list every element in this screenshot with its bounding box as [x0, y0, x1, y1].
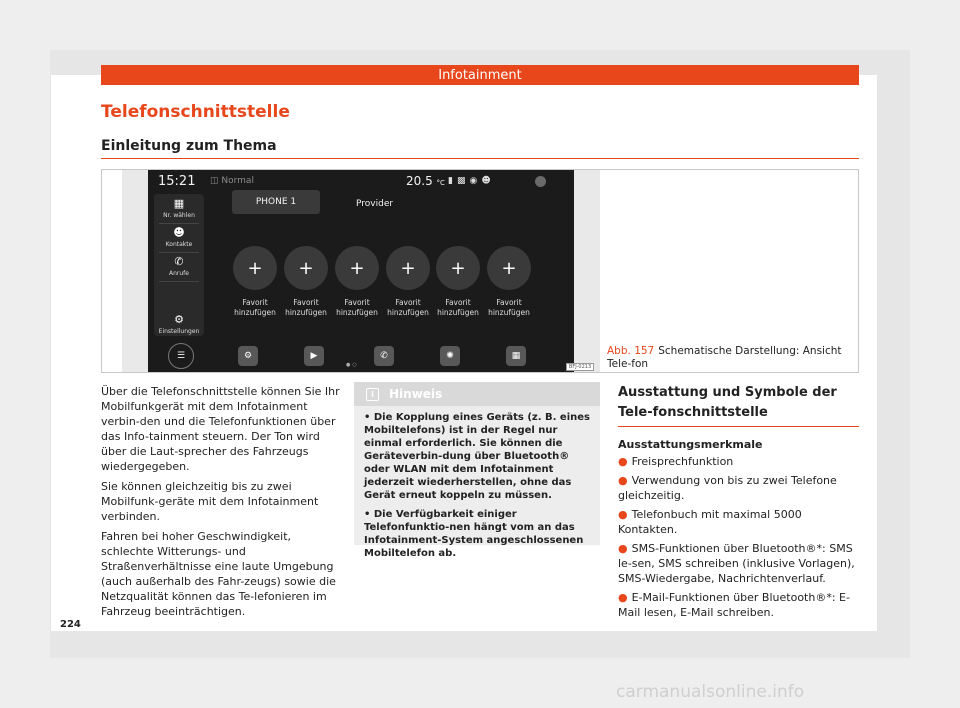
favorite-slot[interactable] [484, 246, 534, 318]
favorite-slot[interactable] [383, 246, 433, 318]
sidebar-item-label: Anrufe [169, 270, 189, 277]
paragraph: Fahren bei hoher Geschwindigkeit, schlechte Witterungs- und Straßenverhältnisse eine laute Umgebung (auch außerhalb des Fahr-zeugs) sowie die Netzqualität können das Te-lefonieren im Fahrzeug beeinträchtigen. [101, 530, 336, 618]
favorite-label: Favorit hinzufügen [234, 298, 276, 317]
network-icon: ◉ [469, 176, 482, 186]
add-icon: + [335, 246, 379, 290]
figure-caption [607, 345, 857, 371]
add-icon: + [386, 246, 430, 290]
climate-button[interactable] [440, 346, 460, 366]
watermark: carmanualsonline.info [616, 682, 805, 702]
list-item: ● E-Mail-Funktionen über Bluetooth®*: E-Mail lesen, E-Mail schreiben. [618, 591, 850, 619]
car-icon: ◫ [210, 176, 222, 186]
phone-button[interactable] [374, 346, 394, 366]
notification-badge [535, 176, 546, 187]
apps-button[interactable] [506, 346, 526, 366]
section-divider [618, 426, 859, 427]
list-item: ● Telefonbuch mit maximal 5000 Kontakten. [618, 508, 802, 536]
gear-icon: ⚙ [174, 313, 184, 326]
contacts-icon: ☻ [173, 226, 185, 239]
infotainment-screen [148, 170, 574, 372]
media-button[interactable] [304, 346, 324, 366]
phone-icon: ✆ [380, 351, 388, 361]
play-icon: ▶ [310, 351, 318, 361]
settings-button[interactable] [238, 346, 258, 366]
subtitle-divider [101, 158, 859, 159]
note-header [354, 382, 600, 406]
add-icon: + [284, 246, 328, 290]
profile-label: Normal [221, 176, 254, 186]
drive-profile [210, 176, 254, 186]
section-title: Ausstattung und Symbole der Tele-fonschnittstelle [618, 385, 837, 420]
fan-icon: ✺ [446, 351, 454, 361]
favorite-label: Favorit hinzufügen [336, 298, 378, 317]
features-heading: Ausstattungsmerkmale [618, 438, 763, 451]
menu-button[interactable] [168, 343, 194, 369]
info-icon: i [366, 388, 379, 401]
note-item: • Die Verfügbarkeit einiger Telefonfunktio-nen hängt vom an das Infotainment-System angeschlossenen Mobiltelefon ab. [364, 509, 584, 559]
chapter-label: Infotainment [438, 67, 522, 83]
sidebar-item-label: Einstellungen [158, 328, 200, 335]
sidebar-item-label: Kontakte [165, 241, 193, 248]
add-icon: + [487, 246, 531, 290]
menu-icon: ☰ [176, 351, 186, 361]
section-subtitle: Einleitung zum Thema [101, 138, 277, 154]
sidebar-divider [159, 223, 199, 224]
bottom-bar [148, 340, 574, 372]
apps-icon: ▦ [511, 351, 521, 361]
sidebar-item-dial[interactable] [154, 198, 204, 219]
favorite-label: Favorit hinzufügen [387, 298, 429, 317]
favorite-label: Favorit hinzufügen [437, 298, 479, 317]
add-icon: + [436, 246, 480, 290]
sidebar-item-settings[interactable] [154, 314, 204, 335]
grid-icon: ▦ [173, 197, 185, 210]
bullet-icon: ● [618, 455, 628, 468]
sidebar-divider [159, 252, 199, 253]
bullet-icon: ● [618, 591, 628, 604]
temperature [406, 174, 445, 188]
sidebar-item-contacts[interactable] [154, 227, 204, 248]
note-title: Hinweis [389, 387, 443, 401]
favorite-label: Favorit hinzufügen [285, 298, 327, 317]
figure-image [122, 170, 600, 372]
temperature-value: 20.5 [406, 174, 433, 188]
equipment-section [618, 383, 859, 624]
temperature-unit: °C [436, 179, 445, 187]
add-icon: + [233, 246, 277, 290]
paragraph: Über die Telefonschnittstelle können Sie Ihr Mobilfunkgerät mit dem Infotainment verbin-den und die Telefonfunktionen über das Info-tainment steuern. Der Ton wird über die Laut-sprecher des Fahrzeugs wiedergegeben. [101, 385, 340, 473]
note-box [354, 382, 600, 559]
gear-icon: ⚙ [243, 351, 253, 361]
bullet-icon: ● [618, 474, 628, 487]
page-title: Telefonschnittstelle [101, 102, 290, 122]
sidebar-item-label: Nr. wählen [163, 212, 195, 219]
calls-icon: ✆ [174, 255, 184, 268]
paragraph: Sie können gleichzeitig bis zu zwei Mobilfunk-geräte mit dem Infotainment verbinden. [101, 480, 319, 523]
chapter-header [101, 65, 859, 85]
figure-code: BFJ-0213 [566, 363, 594, 371]
sidebar-divider [159, 281, 199, 282]
favorite-slot[interactable] [281, 246, 331, 318]
features-list [618, 454, 859, 620]
list-item: ● Verwendung von bis zu zwei Telefone gleichzeitig. [618, 474, 837, 502]
intro-text [101, 384, 344, 624]
bullet-icon: ● [618, 542, 628, 555]
list-item: ● Freisprechfunktion [618, 455, 734, 468]
caption-text: Schematische Darstellung: Ansicht Tele-fon [607, 345, 842, 370]
provider-label: Provider [356, 199, 394, 209]
favorite-slot[interactable] [433, 246, 483, 318]
sidebar-item-calls[interactable] [154, 256, 204, 277]
list-item: ● SMS-Funktionen über Bluetooth®*: SMS le-sen, SMS schreiben (inklusive Vorlagen), SMS-Wiedergabe, Nachrichtenverlauf. [618, 542, 855, 585]
tab-phone-1[interactable]: PHONE 1 [232, 190, 320, 214]
clock: 15:21 [158, 174, 196, 189]
page-indicator: ●○ [346, 362, 359, 368]
note-item: • Die Kopplung eines Geräts (z. B. eines Mobiltelefons) ist in der Regel nur einmal erforderlich. Sie können die Geräteverbin-dung über Bluetooth® oder WLAN mit dem Infotainment jederzeit wiederherstellen, ohne das Gerät erneut koppeln zu müssen. [364, 412, 590, 501]
figure-number: Abb. 157 [607, 345, 655, 357]
page-number: 224 [60, 619, 81, 630]
favorite-label: Favorit hinzufügen [488, 298, 530, 317]
bullet-icon: ● [618, 508, 628, 521]
status-icons [448, 176, 495, 186]
note-body [354, 406, 600, 560]
battery-icon: ▮ [448, 176, 457, 186]
user-icon: ☻ [481, 176, 495, 186]
favorite-slot[interactable] [332, 246, 382, 318]
favorite-slot[interactable] [230, 246, 280, 318]
status-bar [148, 170, 574, 192]
phone-sidebar [154, 194, 204, 336]
signal-icon: ▩ [456, 176, 470, 186]
